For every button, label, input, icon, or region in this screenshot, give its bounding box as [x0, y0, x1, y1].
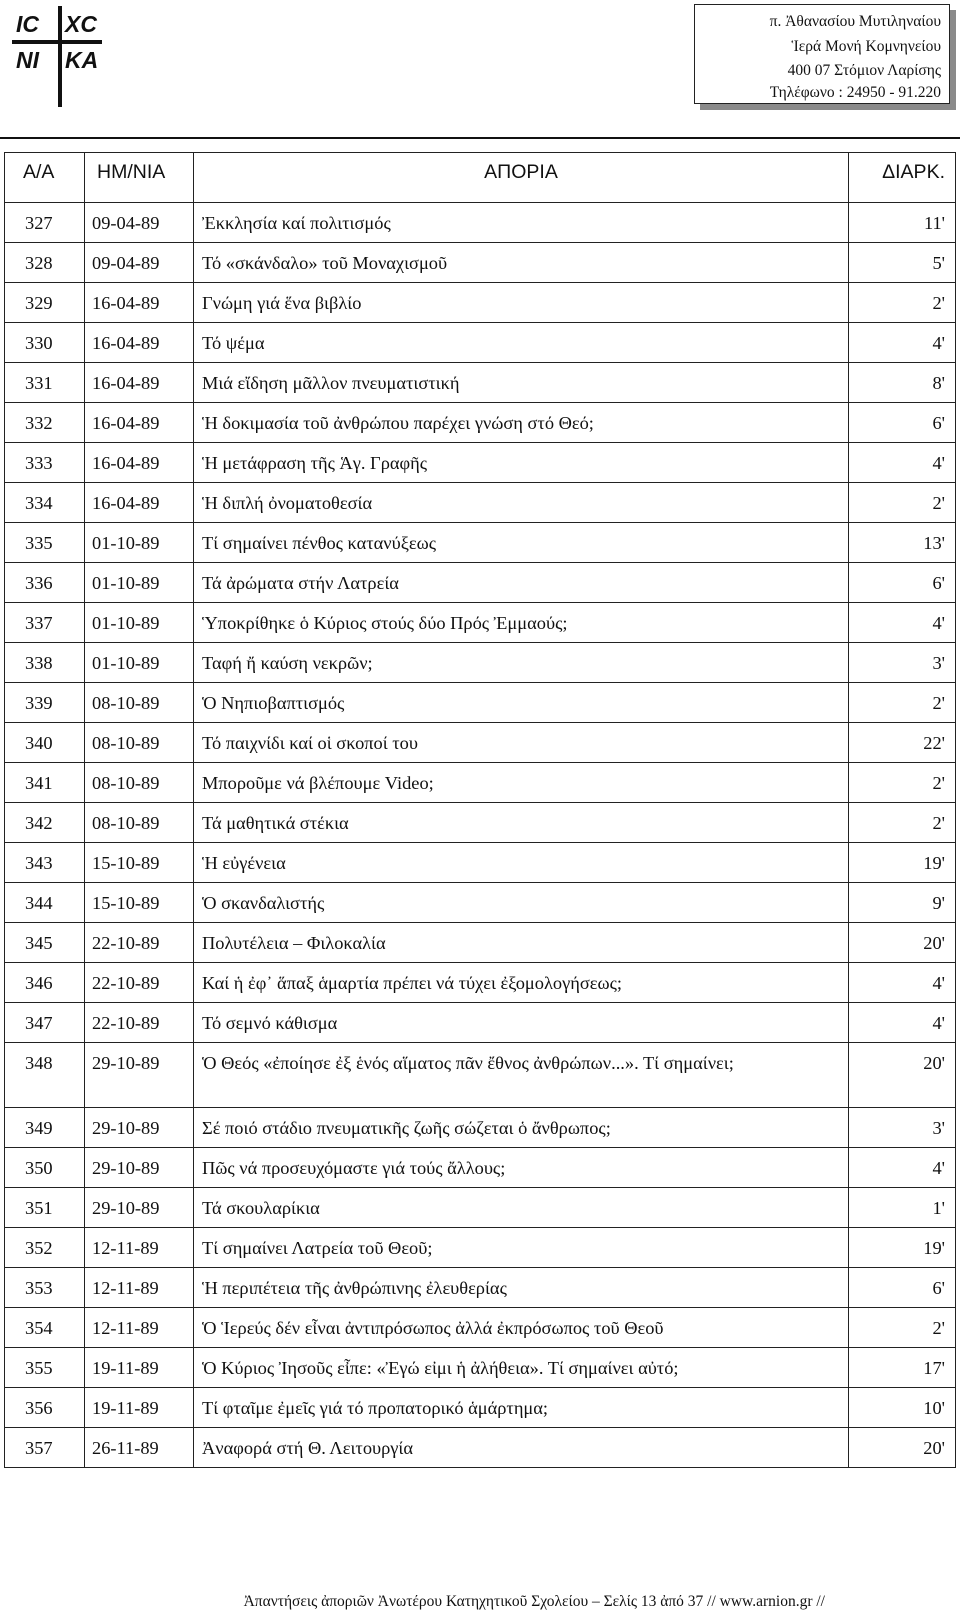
- table-row: [5, 1148, 956, 1188]
- cell-date: 01-10-89: [85, 523, 194, 563]
- cell-date: 19-11-89: [85, 1348, 194, 1388]
- cell-question: Τί σημαίνει πένθος κατανύξεως: [194, 523, 849, 563]
- table-row: [5, 883, 956, 923]
- address-box-frame: [694, 4, 950, 104]
- table-row: [5, 443, 956, 483]
- address-name: π. Ἀθανασίου Μυτιληναίου: [769, 13, 941, 30]
- cell-date: 29-10-89: [85, 1148, 194, 1188]
- table-row: [5, 283, 956, 323]
- cell-duration: 17': [849, 1348, 956, 1388]
- column-header-question: ΑΠΟΡΙΑ: [194, 153, 849, 192]
- cell-question: Ἡ μετάφραση τῆς Ἁγ. Γραφῆς: [194, 443, 849, 483]
- table-header-spacer: [5, 191, 956, 203]
- cell-duration: 4': [849, 323, 956, 363]
- cell-duration: 19': [849, 1228, 956, 1268]
- address-postal: 400 07 Στόμιον Λαρίσης: [787, 62, 941, 79]
- logo-text-xc: XC: [65, 11, 97, 37]
- table-row: [5, 1043, 956, 1108]
- cell-duration: 6': [849, 403, 956, 443]
- cell-number: 343: [5, 843, 85, 883]
- cross-vertical-bar: [58, 6, 62, 107]
- cell-date: 16-04-89: [85, 483, 194, 523]
- cell-number: 344: [5, 883, 85, 923]
- table-row: [5, 363, 956, 403]
- icxc-nika-logo: [12, 6, 102, 106]
- cell-date: 15-10-89: [85, 883, 194, 923]
- cell-duration: 11': [849, 203, 956, 243]
- cell-number: 353: [5, 1268, 85, 1308]
- cell-number: 331: [5, 363, 85, 403]
- table-row: [5, 723, 956, 763]
- cell-duration: 22': [849, 723, 956, 763]
- cell-number: 339: [5, 683, 85, 723]
- cell-number: 346: [5, 963, 85, 1003]
- cell-date: 09-04-89: [85, 203, 194, 243]
- logo-text-ni: NI: [16, 47, 39, 73]
- cell-date: 22-10-89: [85, 963, 194, 1003]
- cell-question: Σέ ποιό στάδιο πνευματικῆς ζωῆς σώζεται ὁ ἄνθρωπος;: [194, 1108, 849, 1148]
- cell-question: Μποροῦμε νά βλέπουμε Video;: [194, 763, 849, 803]
- cell-number: 335: [5, 523, 85, 563]
- logo-text-ic: IC: [16, 11, 39, 37]
- table-row: [5, 1228, 956, 1268]
- cell-question: Πῶς νά προσευχόμαστε γιά τούς ἄλλους;: [194, 1148, 849, 1188]
- cell-duration: 4': [849, 603, 956, 643]
- cell-duration: 9': [849, 883, 956, 923]
- cell-question: Τί φταῖμε ἐμεῖς γιά τό προπατορικό ἁμάρτημα;: [194, 1388, 849, 1428]
- cell-number: 349: [5, 1108, 85, 1148]
- spacer-cell: [194, 191, 849, 203]
- cell-number: 334: [5, 483, 85, 523]
- cell-duration: 2': [849, 283, 956, 323]
- cell-date: 12-11-89: [85, 1268, 194, 1308]
- cell-number: 341: [5, 763, 85, 803]
- cell-number: 332: [5, 403, 85, 443]
- cell-question: Ἀναφορά στή Θ. Λειτουργία: [194, 1428, 849, 1468]
- cell-number: 351: [5, 1188, 85, 1228]
- cell-number: 327: [5, 203, 85, 243]
- cell-duration: 4': [849, 963, 956, 1003]
- cell-duration: 2': [849, 803, 956, 843]
- cell-date: 08-10-89: [85, 803, 194, 843]
- cell-date: 09-04-89: [85, 243, 194, 283]
- table-row: [5, 763, 956, 803]
- cross-horizontal-bar: [12, 40, 102, 44]
- cell-duration: 20': [849, 1428, 956, 1468]
- cell-number: 347: [5, 1003, 85, 1043]
- cell-number: 345: [5, 923, 85, 963]
- address-box: [694, 4, 956, 110]
- table-row: [5, 1268, 956, 1308]
- cell-question: Τό σεμνό κάθισμα: [194, 1003, 849, 1043]
- cell-date: 19-11-89: [85, 1388, 194, 1428]
- table-row: [5, 603, 956, 643]
- cell-question: Τί σημαίνει Λατρεία τοῦ Θεοῦ;: [194, 1228, 849, 1268]
- cell-duration: 8': [849, 363, 956, 403]
- cell-number: 340: [5, 723, 85, 763]
- column-header-date: ΗΜ/ΝΙΑ: [85, 153, 194, 192]
- cell-question: Πολυτέλεια – Φιλοκαλία: [194, 923, 849, 963]
- cell-question: Ἡ διπλή ὀνοματοθεσία: [194, 483, 849, 523]
- cell-date: 08-10-89: [85, 683, 194, 723]
- cell-date: 01-10-89: [85, 643, 194, 683]
- cell-date: 22-10-89: [85, 923, 194, 963]
- cell-question: Ὁ Κύριος Ἰησοῦς εἶπε: «Ἐγώ εἰμι ἡ ἀλήθεια». Τί σημαίνει αὐτό;: [194, 1348, 849, 1388]
- cell-question: Τό ψέμα: [194, 323, 849, 363]
- cell-duration: 19': [849, 843, 956, 883]
- table-row: [5, 1003, 956, 1043]
- page-footer: Ἀπαντήσεις ἀποριῶν Ἀνωτέρου Κατηχητικοῦ Σχολείου – Σελίς 13 ἀπό 37 // www.arnion.gr //: [243, 1593, 825, 1610]
- cell-question: Ὁ Νηπιοβαπτισμός: [194, 683, 849, 723]
- cell-question: Τό «σκάνδαλο» τοῦ Μοναχισμοῦ: [194, 243, 849, 283]
- cell-duration: 3': [849, 643, 956, 683]
- cell-question: Μιά εἴδηση μᾶλλον πνευματιστική: [194, 363, 849, 403]
- table-row: [5, 323, 956, 363]
- cell-date: 16-04-89: [85, 443, 194, 483]
- cell-duration: 2': [849, 683, 956, 723]
- cell-number: 348: [5, 1043, 85, 1108]
- cell-date: 26-11-89: [85, 1428, 194, 1468]
- column-header-duration: ΔΙΑΡΚ.: [849, 153, 956, 192]
- table-row: [5, 403, 956, 443]
- cell-question: Γνώμη γιά ἕνα βιβλίο: [194, 283, 849, 323]
- cell-date: 15-10-89: [85, 843, 194, 883]
- table-row: [5, 1308, 956, 1348]
- header-divider: [0, 137, 960, 139]
- cell-question: Ἡ εὐγένεια: [194, 843, 849, 883]
- cell-duration: 2': [849, 483, 956, 523]
- cell-question: Ὁ Ἱερεύς δέν εἶναι ἀντιπρόσωπος ἀλλά ἐκπρόσωπος τοῦ Θεοῦ: [194, 1308, 849, 1348]
- spacer-cell: [5, 191, 85, 203]
- column-header-aa: Α/Α: [5, 153, 85, 192]
- cell-number: 329: [5, 283, 85, 323]
- cell-number: 356: [5, 1388, 85, 1428]
- table-row: [5, 483, 956, 523]
- cell-date: 01-10-89: [85, 603, 194, 643]
- cell-question: Τό παιχνίδι καί οἱ σκοποί του: [194, 723, 849, 763]
- cell-number: 337: [5, 603, 85, 643]
- cell-question: Καί ἡ ἐφ᾿ ἅπαξ ἁμαρτία πρέπει νά τύχει ἐξομολογήσεως;: [194, 963, 849, 1003]
- questions-table: [4, 152, 956, 1468]
- cell-question: Ὑποκρίθηκε ὁ Κύριος στούς δύο Πρός Ἐμμαούς;: [194, 603, 849, 643]
- cell-date: 16-04-89: [85, 323, 194, 363]
- cell-number: 355: [5, 1348, 85, 1388]
- cell-number: 350: [5, 1148, 85, 1188]
- cell-number: 357: [5, 1428, 85, 1468]
- cell-duration: 4': [849, 1003, 956, 1043]
- cell-date: 12-11-89: [85, 1228, 194, 1268]
- cell-duration: 3': [849, 1108, 956, 1148]
- table-row: [5, 1108, 956, 1148]
- cell-number: 336: [5, 563, 85, 603]
- cell-duration: 1': [849, 1188, 956, 1228]
- cell-date: 08-10-89: [85, 723, 194, 763]
- table-row: [5, 1188, 956, 1228]
- table-row: [5, 843, 956, 883]
- cell-question: Ἡ περιπέτεια τῆς ἀνθρώπινης ἐλευθερίας: [194, 1268, 849, 1308]
- cell-duration: 2': [849, 1308, 956, 1348]
- cell-number: 352: [5, 1228, 85, 1268]
- cell-question: Ἡ δοκιμασία τοῦ ἀνθρώπου παρέχει γνώση στό Θεό;: [194, 403, 849, 443]
- table-row: [5, 563, 956, 603]
- cell-date: 01-10-89: [85, 563, 194, 603]
- cell-duration: 4': [849, 1148, 956, 1188]
- table-body: [5, 203, 956, 1468]
- table-row: [5, 1388, 956, 1428]
- cell-number: 338: [5, 643, 85, 683]
- cell-date: 16-04-89: [85, 403, 194, 443]
- cell-duration: 4': [849, 443, 956, 483]
- table-row: [5, 923, 956, 963]
- cell-duration: 10': [849, 1388, 956, 1428]
- table-row: [5, 203, 956, 243]
- cell-date: 29-10-89: [85, 1108, 194, 1148]
- cell-number: 333: [5, 443, 85, 483]
- cell-question: Ταφή ἤ καύση νεκρῶν;: [194, 643, 849, 683]
- cell-date: 29-10-89: [85, 1188, 194, 1228]
- cell-duration: 20': [849, 923, 956, 963]
- cell-number: 354: [5, 1308, 85, 1348]
- cell-duration: 6': [849, 563, 956, 603]
- cell-question: Τά ἀρώματα στήν Λατρεία: [194, 563, 849, 603]
- cell-date: 22-10-89: [85, 1003, 194, 1043]
- cell-date: 08-10-89: [85, 763, 194, 803]
- cell-date: 16-04-89: [85, 283, 194, 323]
- address-phone: Τηλέφωνο : 24950 - 91.220: [769, 84, 941, 101]
- table-row: [5, 803, 956, 843]
- table-row: [5, 243, 956, 283]
- cell-duration: 20': [849, 1043, 956, 1108]
- cell-duration: 5': [849, 243, 956, 283]
- cell-question: Ἐκκλησία καί πολιτισμός: [194, 203, 849, 243]
- logo-text-ka: KA: [65, 47, 99, 73]
- cell-question: Τά σκουλαρίκια: [194, 1188, 849, 1228]
- cell-number: 330: [5, 323, 85, 363]
- table-row: [5, 1348, 956, 1388]
- cell-duration: 6': [849, 1268, 956, 1308]
- cell-question: Ὁ Θεός «ἐποίησε ἐξ ἑνός αἵματος πᾶν ἔθνος ἀνθρώπων...». Τί σημαίνει;: [194, 1043, 849, 1108]
- table-row: [5, 643, 956, 683]
- address-monastery: Ἱερά Μονή Κομνηνείου: [791, 38, 941, 55]
- cell-question: Ὁ σκανδαλιστής: [194, 883, 849, 923]
- spacer-cell: [849, 191, 956, 203]
- cell-duration: 13': [849, 523, 956, 563]
- table-row: [5, 683, 956, 723]
- cell-date: 16-04-89: [85, 363, 194, 403]
- cell-date: 12-11-89: [85, 1308, 194, 1348]
- cell-number: 328: [5, 243, 85, 283]
- table-row: [5, 523, 956, 563]
- cell-question: Τά μαθητικά στέκια: [194, 803, 849, 843]
- cell-number: 342: [5, 803, 85, 843]
- cell-date: 29-10-89: [85, 1043, 194, 1108]
- cell-duration: 2': [849, 763, 956, 803]
- table-header-row: [5, 153, 956, 192]
- table-row: [5, 1428, 956, 1468]
- spacer-cell: [85, 191, 194, 203]
- table-row: [5, 963, 956, 1003]
